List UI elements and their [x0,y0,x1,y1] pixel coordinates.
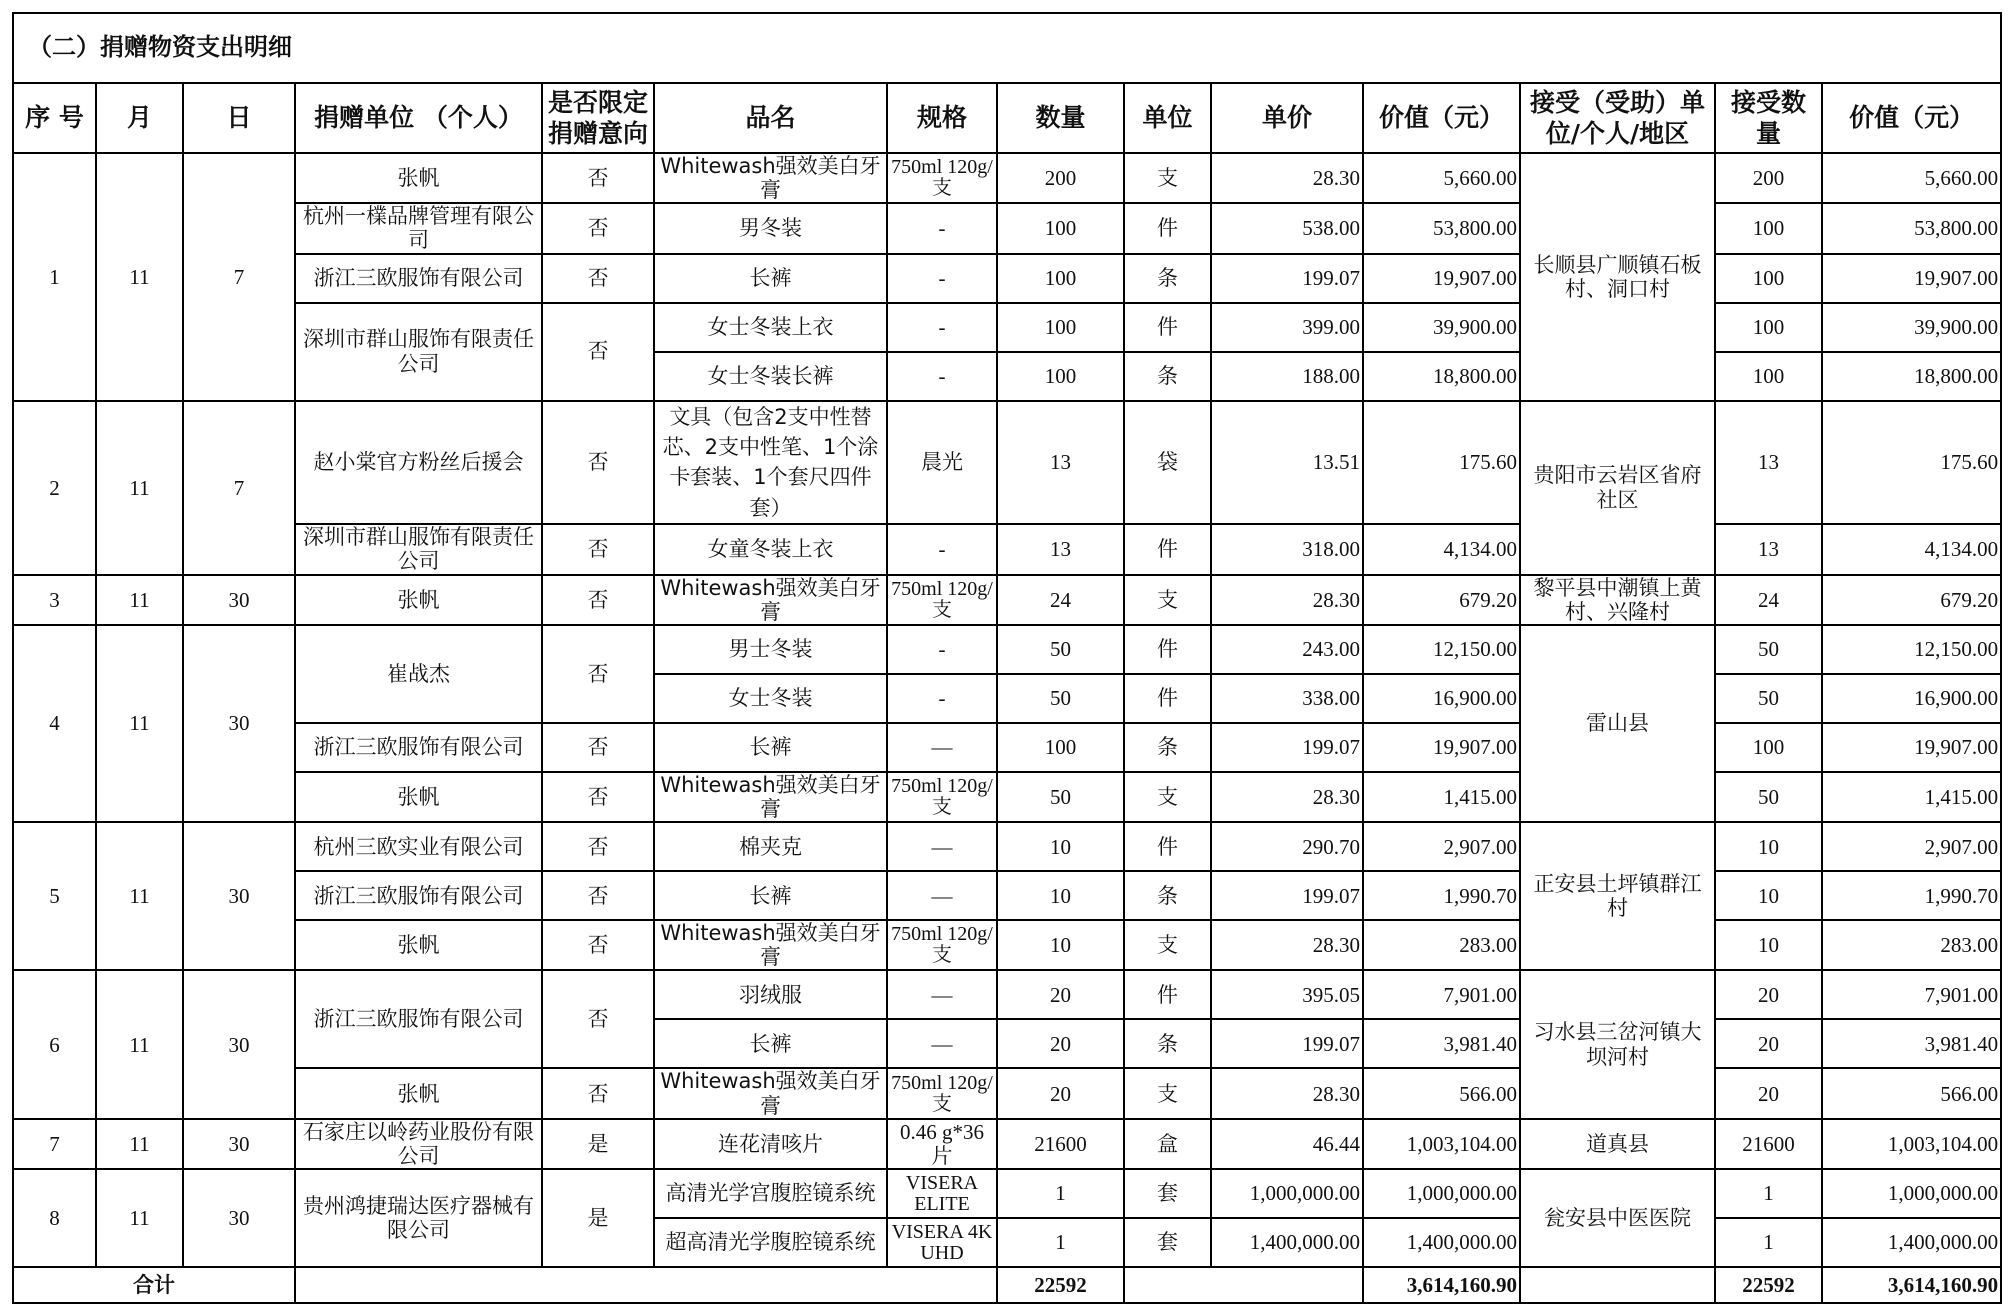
donor-cell: 杭州一檏品牌管理有限公司 [295,203,542,253]
price-cell: 199.07 [1211,254,1363,303]
donor-cell: 石家庄以岭药业股份有限公司 [295,1119,542,1169]
total-blank [1124,1267,1363,1303]
unit-cell: 件 [1124,203,1211,253]
donor-cell: 张帆 [295,153,542,203]
donor-cell: 张帆 [295,1068,542,1118]
recv-value-cell: 175.60 [1822,401,2001,525]
donor-cell: 崔战杰 [295,625,542,723]
table-row [13,153,2001,203]
donation-expense-table [12,12,2000,1297]
qty-cell: 200 [997,153,1124,203]
price-cell: 399.00 [1211,303,1363,352]
recv-qty-cell: 20 [1715,1068,1822,1118]
seq-cell: 7 [13,1119,96,1169]
item-cell: Whitewash强效美白牙膏 [654,575,887,625]
donor-cell: 浙江三欧服饰有限公司 [295,254,542,303]
value-cell: 679.20 [1363,575,1520,625]
recv-qty-cell: 1 [1715,1218,1822,1267]
spec-cell: VISERA ELITE [887,1169,997,1218]
day-cell: 30 [183,575,295,625]
restricted-cell: 否 [542,822,654,871]
recv-value-cell: 18,800.00 [1822,352,2001,401]
unit-cell: 件 [1124,970,1211,1019]
restricted-cell: 否 [542,920,654,970]
price-cell: 28.30 [1211,153,1363,203]
qty-cell: 1 [997,1169,1124,1218]
value-cell: 566.00 [1363,1068,1520,1118]
recv-qty-cell: 20 [1715,970,1822,1019]
item-cell: 女士冬装 [654,674,887,723]
restricted-cell: 否 [542,401,654,525]
unit-cell: 盒 [1124,1119,1211,1169]
qty-cell: 10 [997,822,1124,871]
header-restricted: 是否限定捐赠意向 [542,83,654,153]
restricted-cell: 否 [542,254,654,303]
item-cell: 长裤 [654,1019,887,1068]
item-cell: 长裤 [654,871,887,920]
recv-value-cell: 566.00 [1822,1068,2001,1118]
total-qty: 22592 [997,1267,1124,1303]
recipient-cell: 道真县 [1520,1119,1715,1169]
qty-cell: 100 [997,254,1124,303]
day-cell: 7 [183,401,295,575]
seq-cell: 2 [13,401,96,575]
recv-value-cell: 1,990.70 [1822,871,2001,920]
price-cell: 538.00 [1211,203,1363,253]
recipient-cell: 贵阳市云岩区省府社区 [1520,401,1715,575]
day-cell: 30 [183,1119,295,1169]
table-row [13,625,2001,674]
value-cell: 19,907.00 [1363,723,1520,772]
qty-cell: 1 [997,1218,1124,1267]
month-cell: 11 [96,153,183,401]
recv-value-cell: 679.20 [1822,575,2001,625]
donor-cell: 浙江三欧服饰有限公司 [295,871,542,920]
header-spec: 规格 [887,83,997,153]
header-unit: 单位 [1124,83,1211,153]
unit-cell: 套 [1124,1218,1211,1267]
value-cell: 7,901.00 [1363,970,1520,1019]
recv-value-cell: 7,901.00 [1822,970,2001,1019]
total-value: 3,614,160.90 [1363,1267,1520,1303]
recv-value-cell: 19,907.00 [1822,723,2001,772]
price-cell: 188.00 [1211,352,1363,401]
value-cell: 3,981.40 [1363,1019,1520,1068]
recv-value-cell: 1,400,000.00 [1822,1218,2001,1267]
unit-cell: 条 [1124,254,1211,303]
value-cell: 1,400,000.00 [1363,1218,1520,1267]
spec-cell: — [887,723,997,772]
recv-qty-cell: 50 [1715,674,1822,723]
spec-cell: 750ml 120g/支 [887,575,997,625]
day-cell: 30 [183,970,295,1118]
value-cell: 1,990.70 [1363,871,1520,920]
value-cell: 283.00 [1363,920,1520,970]
value-cell: 53,800.00 [1363,203,1520,253]
recipient-cell: 瓮安县中医医院 [1520,1169,1715,1267]
unit-cell: 件 [1124,303,1211,352]
unit-cell: 支 [1124,920,1211,970]
unit-cell: 件 [1124,822,1211,871]
value-cell: 1,415.00 [1363,772,1520,822]
qty-cell: 50 [997,674,1124,723]
recipient-cell: 黎平县中潮镇上黄村、兴隆村 [1520,575,1715,625]
spec-cell: - [887,524,997,574]
recv-value-cell: 1,000,000.00 [1822,1169,2001,1218]
table-row [13,822,2001,871]
recv-value-cell: 16,900.00 [1822,674,2001,723]
recv-qty-cell: 21600 [1715,1119,1822,1169]
header-day: 日 [183,83,295,153]
recv-qty-cell: 24 [1715,575,1822,625]
day-cell: 30 [183,625,295,822]
total-blank [1520,1267,1715,1303]
qty-cell: 50 [997,772,1124,822]
table-row [13,1119,2001,1169]
donor-cell: 贵州鸿捷瑞达医疗器械有限公司 [295,1169,542,1267]
value-cell: 1,000,000.00 [1363,1169,1520,1218]
donor-cell: 张帆 [295,575,542,625]
header-month: 月 [96,83,183,153]
restricted-cell: 是 [542,1169,654,1267]
price-cell: 199.07 [1211,871,1363,920]
recv-value-cell: 4,134.00 [1822,524,2001,574]
qty-cell: 100 [997,203,1124,253]
restricted-cell: 否 [542,871,654,920]
seq-cell: 8 [13,1169,96,1267]
unit-cell: 支 [1124,1068,1211,1118]
recv-value-cell: 2,907.00 [1822,822,2001,871]
month-cell: 11 [96,970,183,1118]
unit-cell: 条 [1124,352,1211,401]
recv-qty-cell: 100 [1715,254,1822,303]
price-cell: 1,400,000.00 [1211,1218,1363,1267]
recv-qty-cell: 100 [1715,303,1822,352]
spec-cell: 750ml 120g/支 [887,153,997,203]
total-row [13,1267,2001,1303]
value-cell: 18,800.00 [1363,352,1520,401]
unit-cell: 条 [1124,1019,1211,1068]
unit-cell: 支 [1124,772,1211,822]
header-donor: 捐赠单位 （个人） [295,83,542,153]
price-cell: 318.00 [1211,524,1363,574]
price-cell: 290.70 [1211,822,1363,871]
qty-cell: 100 [997,723,1124,772]
recv-qty-cell: 100 [1715,203,1822,253]
unit-cell: 支 [1124,153,1211,203]
seq-cell: 1 [13,153,96,401]
restricted-cell: 否 [542,1068,654,1118]
recv-qty-cell: 100 [1715,723,1822,772]
donor-cell: 深圳市群山服饰有限责任公司 [295,303,542,401]
header-recv-value: 价值（元） [1822,83,2001,153]
qty-cell: 10 [997,871,1124,920]
donor-cell: 浙江三欧服饰有限公司 [295,970,542,1068]
price-cell: 243.00 [1211,625,1363,674]
table-row [13,401,2001,525]
restricted-cell: 否 [542,970,654,1068]
item-cell: 羽绒服 [654,970,887,1019]
spec-cell: 0.46 g*36片 [887,1119,997,1169]
recv-qty-cell: 200 [1715,153,1822,203]
recv-qty-cell: 10 [1715,822,1822,871]
qty-cell: 13 [997,524,1124,574]
unit-cell: 条 [1124,723,1211,772]
restricted-cell: 是 [542,1119,654,1169]
qty-cell: 100 [997,352,1124,401]
header-recipient: 接受（受助）单位/个人/地区 [1520,83,1715,153]
spec-cell: - [887,254,997,303]
header-price: 单价 [1211,83,1363,153]
value-cell: 12,150.00 [1363,625,1520,674]
spec-cell: 晨光 [887,401,997,525]
unit-cell: 套 [1124,1169,1211,1218]
donor-cell: 浙江三欧服饰有限公司 [295,723,542,772]
month-cell: 11 [96,575,183,625]
spec-cell: — [887,822,997,871]
recipient-cell: 习水县三岔河镇大坝河村 [1520,970,1715,1118]
recv-qty-cell: 10 [1715,871,1822,920]
price-cell: 199.07 [1211,723,1363,772]
donor-cell: 深圳市群山服饰有限责任公司 [295,524,542,574]
item-cell: Whitewash强效美白牙膏 [654,772,887,822]
recv-qty-cell: 13 [1715,401,1822,525]
recv-qty-cell: 50 [1715,772,1822,822]
month-cell: 11 [96,822,183,970]
seq-cell: 5 [13,822,96,970]
item-cell: Whitewash强效美白牙膏 [654,153,887,203]
spec-cell: 750ml 120g/支 [887,920,997,970]
item-cell: 高清光学宫腹腔镜系统 [654,1169,887,1218]
value-cell: 2,907.00 [1363,822,1520,871]
recv-value-cell: 283.00 [1822,920,2001,970]
item-cell: Whitewash强效美白牙膏 [654,920,887,970]
value-cell: 5,660.00 [1363,153,1520,203]
price-cell: 28.30 [1211,772,1363,822]
recv-value-cell: 5,660.00 [1822,153,2001,203]
qty-cell: 24 [997,575,1124,625]
restricted-cell: 否 [542,575,654,625]
month-cell: 11 [96,401,183,575]
restricted-cell: 否 [542,203,654,253]
recv-value-cell: 19,907.00 [1822,254,2001,303]
item-cell: 棉夹克 [654,822,887,871]
recv-qty-cell: 50 [1715,625,1822,674]
recipient-cell: 正安县土坪镇群江村 [1520,822,1715,970]
recipient-cell: 雷山县 [1520,625,1715,822]
recv-qty-cell: 1 [1715,1169,1822,1218]
spec-cell: — [887,1019,997,1068]
day-cell: 30 [183,822,295,970]
qty-cell: 13 [997,401,1124,525]
item-cell: Whitewash强效美白牙膏 [654,1068,887,1118]
unit-cell: 条 [1124,871,1211,920]
recv-qty-cell: 13 [1715,524,1822,574]
spec-cell: 750ml 120g/支 [887,1068,997,1118]
header-item: 品名 [654,83,887,153]
spec-cell: — [887,871,997,920]
total-recv-value: 3,614,160.90 [1822,1267,2001,1303]
qty-cell: 100 [997,303,1124,352]
item-cell: 女士冬装上衣 [654,303,887,352]
donor-cell: 张帆 [295,920,542,970]
value-cell: 175.60 [1363,401,1520,525]
price-cell: 13.51 [1211,401,1363,525]
restricted-cell: 否 [542,723,654,772]
spec-cell: - [887,674,997,723]
recv-value-cell: 3,981.40 [1822,1019,2001,1068]
donor-cell: 杭州三欧实业有限公司 [295,822,542,871]
value-cell: 39,900.00 [1363,303,1520,352]
total-label: 合计 [13,1267,295,1303]
header-value: 价值（元） [1363,83,1520,153]
recv-qty-cell: 20 [1715,1019,1822,1068]
qty-cell: 10 [997,920,1124,970]
item-cell: 长裤 [654,254,887,303]
unit-cell: 袋 [1124,401,1211,525]
total-recv-qty: 22592 [1715,1267,1822,1303]
restricted-cell: 否 [542,625,654,723]
header-qty: 数量 [997,83,1124,153]
item-cell: 连花清咳片 [654,1119,887,1169]
price-cell: 28.30 [1211,575,1363,625]
recipient-cell: 长顺县广顺镇石板村、洞口村 [1520,153,1715,401]
month-cell: 11 [96,1119,183,1169]
month-cell: 11 [96,1169,183,1267]
spec-cell: - [887,625,997,674]
seq-cell: 4 [13,625,96,822]
price-cell: 395.05 [1211,970,1363,1019]
value-cell: 19,907.00 [1363,254,1520,303]
recv-value-cell: 1,003,104.00 [1822,1119,2001,1169]
price-cell: 338.00 [1211,674,1363,723]
price-cell: 1,000,000.00 [1211,1169,1363,1218]
price-cell: 28.30 [1211,1068,1363,1118]
donor-cell: 赵小棠官方粉丝后援会 [295,401,542,525]
table-row [13,575,2001,625]
price-cell: 199.07 [1211,1019,1363,1068]
restricted-cell: 否 [542,303,654,401]
unit-cell: 支 [1124,575,1211,625]
qty-cell: 21600 [997,1119,1124,1169]
item-cell: 女士冬装长裤 [654,352,887,401]
qty-cell: 50 [997,625,1124,674]
qty-cell: 20 [997,1068,1124,1118]
price-cell: 46.44 [1211,1119,1363,1169]
price-cell: 28.30 [1211,920,1363,970]
qty-cell: 20 [997,970,1124,1019]
total-blank [295,1267,997,1303]
recv-qty-cell: 10 [1715,920,1822,970]
item-cell: 男冬装 [654,203,887,253]
recv-value-cell: 12,150.00 [1822,625,2001,674]
spec-cell: - [887,352,997,401]
day-cell: 30 [183,1169,295,1267]
unit-cell: 件 [1124,674,1211,723]
donor-cell: 张帆 [295,772,542,822]
value-cell: 4,134.00 [1363,524,1520,574]
recv-value-cell: 1,415.00 [1822,772,2001,822]
month-cell: 11 [96,625,183,822]
spec-cell: - [887,303,997,352]
table-row [13,970,2001,1019]
item-cell: 文具（包含2支中性替芯、2支中性笔、1个涂卡套装、1个套尺四件套） [654,401,887,525]
spec-cell: — [887,970,997,1019]
value-cell: 1,003,104.00 [1363,1119,1520,1169]
day-cell: 7 [183,153,295,401]
restricted-cell: 否 [542,153,654,203]
header-seq: 序 号 [13,83,96,153]
seq-cell: 3 [13,575,96,625]
table-row [13,1169,2001,1218]
recv-value-cell: 53,800.00 [1822,203,2001,253]
unit-cell: 件 [1124,524,1211,574]
spec-cell: 750ml 120g/支 [887,772,997,822]
recv-qty-cell: 100 [1715,352,1822,401]
header-recv-qty: 接受数量 [1715,83,1822,153]
item-cell: 超高清光学腹腔镜系统 [654,1218,887,1267]
value-cell: 16,900.00 [1363,674,1520,723]
unit-cell: 件 [1124,625,1211,674]
table-title: （二）捐赠物资支出明细 [13,13,2001,83]
item-cell: 男士冬装 [654,625,887,674]
item-cell: 女童冬装上衣 [654,524,887,574]
spec-cell: - [887,203,997,253]
seq-cell: 6 [13,970,96,1118]
restricted-cell: 否 [542,524,654,574]
item-cell: 长裤 [654,723,887,772]
spec-cell: VISERA 4K UHD [887,1218,997,1267]
recv-value-cell: 39,900.00 [1822,303,2001,352]
qty-cell: 20 [997,1019,1124,1068]
restricted-cell: 否 [542,772,654,822]
